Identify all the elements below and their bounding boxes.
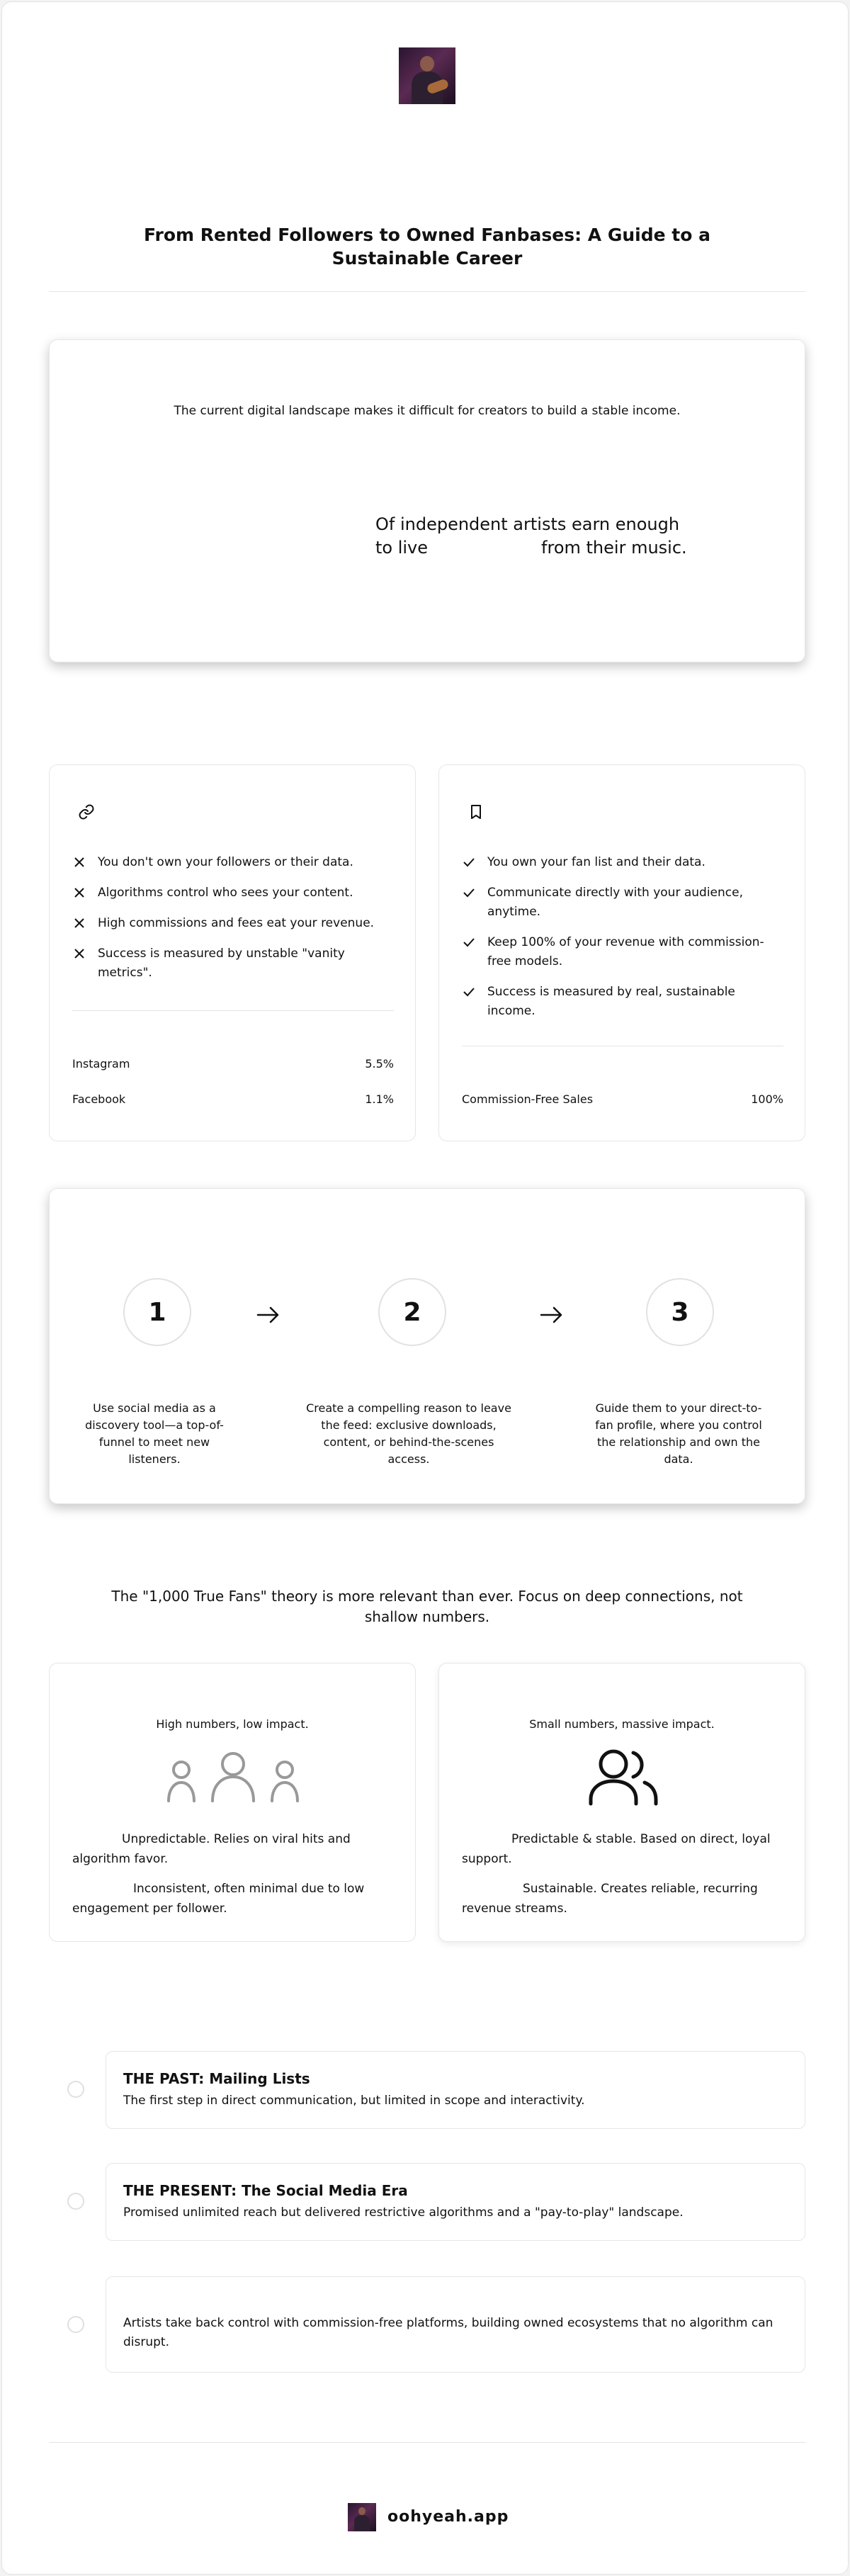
compare-line-1: Predictable & stable. Based on direct, loyal support. [462, 1832, 771, 1866]
true-fans-quote: The "1,000 True Fans" theory is more relevant than ever. Focus on deep connections, not shallow numbers. [111, 1588, 743, 1625]
brand-logo-icon[interactable] [348, 2503, 376, 2531]
compare-head: High numbers, low impact. [156, 1717, 309, 1731]
metric-row-facebook: Facebook 1.1% [72, 1092, 394, 1106]
link-icon [78, 803, 95, 820]
crowd-icon [166, 1750, 300, 1804]
brand-name-link[interactable]: oohyeah.app [387, 2508, 509, 2526]
footer-divider [49, 2442, 805, 2443]
list-item: You own your fan list and their data. [462, 853, 785, 872]
page [1, 1, 849, 2575]
arrow-right-icon [255, 1302, 280, 1328]
timeline-dot [67, 2193, 84, 2210]
stat-headline [375, 513, 715, 560]
compare-head: Small numbers, massive impact. [529, 1717, 715, 1731]
compare-line-2: Inconsistent, often minimal due to low engagement per follower. [72, 1882, 365, 1916]
stat-card [49, 339, 805, 662]
check-icon [462, 935, 476, 949]
list-item: Success is measured by unstable "vanity metrics". [72, 944, 395, 983]
check-icon [462, 985, 476, 999]
x-icon [72, 855, 86, 869]
step-1-circle: 1 [123, 1278, 191, 1346]
stat-line-1: Of independent artists earn enough [375, 514, 680, 534]
compare-line-2: Sustainable. Creates reliable, recurring revenue streams. [462, 1882, 758, 1916]
timeline-item-past [106, 2051, 805, 2129]
stat-lead: The current digital landscape makes it difficult for creators to build a stable income. [174, 404, 681, 418]
timeline-item-present [106, 2163, 805, 2241]
step-2-circle: 2 [378, 1278, 446, 1346]
x-icon [72, 886, 86, 900]
list-item: Communicate directly with your audience, anytime. [462, 883, 785, 922]
metric-row-instagram: Instagram 5.5% [72, 1057, 394, 1070]
check-icon [462, 855, 476, 869]
x-icon [72, 916, 86, 930]
step-2-text: Create a compelling reason to leave the feed: exclusive downloads, content, or behind-the-scenes access. [306, 1401, 511, 1466]
users-icon [588, 1747, 659, 1807]
timeline-title: THE PAST: Mailing Lists [123, 2070, 310, 2087]
compare-line-1: Unpredictable. Relies on viral hits and algorithm favor. [72, 1832, 351, 1866]
timeline-title: THE PRESENT: The Social Media Era [123, 2182, 408, 2199]
arrow-right-icon [538, 1302, 564, 1328]
rented-list [72, 853, 395, 994]
stat-line-2b: from their music. [541, 538, 687, 558]
timeline-desc: The first step in direct communication, but limited in scope and interactivity. [123, 2094, 585, 2108]
metric-row-commission-free: Commission-Free Sales 100% [462, 1092, 783, 1106]
owned-card [438, 764, 805, 1141]
bookmark-icon [468, 803, 484, 820]
list-item: Keep 100% of your revenue with commission-free models. [462, 933, 785, 971]
timeline-desc: Promised unlimited reach but delivered restrictive algorithms and a "pay-to-play" landscape. [123, 2205, 684, 2220]
compare-card-followers [49, 1663, 416, 1942]
rented-card [49, 764, 416, 1141]
step-3-text: Guide them to your direct-to-fan profile, where you control the relationship and own the data. [595, 1401, 762, 1466]
owned-list [462, 853, 785, 1032]
x-icon [72, 947, 86, 961]
artist-photo-icon [399, 47, 455, 104]
steps-card [49, 1188, 805, 1504]
compare-card-fans [438, 1663, 805, 1942]
timeline-dot [67, 2081, 84, 2098]
step-1-text: Use social media as a discovery tool—a top-of-funnel to meet new listeners. [85, 1401, 224, 1466]
timeline-item-future [106, 2276, 805, 2373]
timeline-dot [67, 2316, 84, 2333]
list-item: High commissions and fees eat your revenue. [72, 914, 395, 933]
stat-line-2a: to live [375, 538, 429, 558]
list-item: You don't own your followers or their data. [72, 853, 395, 872]
check-icon [462, 886, 476, 900]
step-3-circle: 3 [646, 1278, 714, 1346]
rented-divider [72, 1010, 394, 1011]
timeline-desc: Artists take back control with commission-free platforms, building owned ecosystems that no algorithm can disrupt. [123, 2316, 774, 2349]
list-item: Success is measured by real, sustainable income. [462, 983, 785, 1021]
title-divider [49, 291, 805, 292]
page-title: From Rented Followers to Owned Fanbases: A Guide to a Sustainable Career [144, 225, 710, 269]
list-item: Algorithms control who sees your content. [72, 883, 395, 903]
